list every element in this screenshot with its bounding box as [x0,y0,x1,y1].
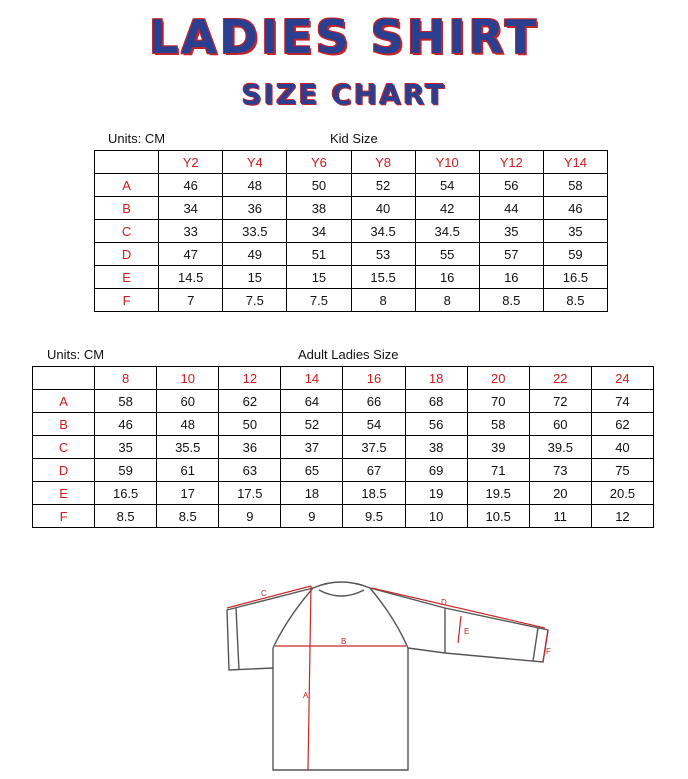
table-cell: 60 [157,390,219,413]
table-row [33,436,654,459]
table-cell: 46 [159,174,223,197]
table-cell: 8.5 [95,505,157,528]
measurement-label: A [33,390,95,413]
size-header: 12 [219,367,281,390]
size-header: 16 [343,367,405,390]
table-cell: 7 [159,289,223,312]
measurement-label: C [95,220,159,243]
table-cell: 59 [543,243,607,266]
table-cell: 19.5 [467,482,529,505]
table-cell: 75 [591,459,653,482]
table-cell: 34.5 [415,220,479,243]
size-header: 20 [467,367,529,390]
table-row [95,266,608,289]
table-cell: 12 [591,505,653,528]
measurement-label: F [33,505,95,528]
measure-b-label: B [341,637,347,646]
table-cell: 15.5 [351,266,415,289]
table-cell: 54 [415,174,479,197]
table-cell: 34 [287,220,351,243]
table-cell: 60 [529,413,591,436]
adult-units-label: Units: CM [47,347,105,362]
measurement-label: E [33,482,95,505]
chart-subtitle: SIZE CHART [241,78,447,111]
table-cell: 19 [405,482,467,505]
table-cell: 71 [467,459,529,482]
table-cell: 59 [95,459,157,482]
table-cell: 16.5 [543,266,607,289]
table-cell: 37.5 [343,436,405,459]
size-header: Y4 [223,151,287,174]
size-header: Y8 [351,151,415,174]
table-cell: 8.5 [157,505,219,528]
table-cell: 56 [479,174,543,197]
table-cell: 17.5 [219,482,281,505]
size-header: Y2 [159,151,223,174]
table-cell: 39 [467,436,529,459]
measurement-label: E [95,266,159,289]
table-cell: 58 [543,174,607,197]
table-cell: 14.5 [159,266,223,289]
adult-size-table [32,366,654,528]
table-row [95,197,608,220]
measure-e-line [458,616,461,643]
measure-d-label: D [441,598,447,607]
table-cell: 48 [223,174,287,197]
size-header: Y12 [479,151,543,174]
table-row [33,459,654,482]
table-row [33,482,654,505]
chart-title: LADIES SHIRT [148,10,540,64]
measure-a-label: A [303,691,309,700]
table-cell: 10 [405,505,467,528]
table-cell: 57 [479,243,543,266]
measurement-label: A [95,174,159,197]
table-row [33,505,654,528]
table-cell: 50 [287,174,351,197]
table-row [95,289,608,312]
table-cell: 9 [219,505,281,528]
kid-units-label: Units: CM [108,131,166,146]
table-cell: 65 [281,459,343,482]
table-cell: 15 [223,266,287,289]
table-cell: 20.5 [591,482,653,505]
table-cell: 17 [157,482,219,505]
table-cell: 40 [351,197,415,220]
measurement-label: B [33,413,95,436]
table-cell: 61 [157,459,219,482]
table-cell: 46 [95,413,157,436]
size-header: 22 [529,367,591,390]
table-cell: 55 [415,243,479,266]
measure-a-line [308,586,311,770]
table-cell: 40 [591,436,653,459]
table-cell: 38 [287,197,351,220]
table-row [33,413,654,436]
table-cell: 16.5 [95,482,157,505]
size-header: Y10 [415,151,479,174]
table-cell: 51 [287,243,351,266]
table-cell: 54 [343,413,405,436]
table-cell: 48 [157,413,219,436]
table-row [95,220,608,243]
size-header: 8 [95,367,157,390]
table-row [95,243,608,266]
table-cell: 34.5 [351,220,415,243]
table-cell: 47 [159,243,223,266]
table-cell: 46 [543,197,607,220]
table-cell: 8.5 [479,289,543,312]
table-cell: 16 [415,266,479,289]
table-cell: 69 [405,459,467,482]
table-cell: 53 [351,243,415,266]
table-cell: 33 [159,220,223,243]
measure-c-line [227,586,311,608]
table-cell: 56 [405,413,467,436]
kid-size-table [94,150,608,312]
kid-table-caption: Kid Size [330,131,378,146]
table-cell: 36 [219,436,281,459]
table-cell: 35 [479,220,543,243]
measurement-label: F [95,289,159,312]
table-cell: 63 [219,459,281,482]
table-cell: 67 [343,459,405,482]
measure-c-label: C [261,589,267,598]
table-cell: 18 [281,482,343,505]
table-cell: 8 [415,289,479,312]
table-cell: 10.5 [467,505,529,528]
table-cell: 52 [281,413,343,436]
shirt-measurement-diagram [215,578,560,776]
measure-d-line [372,588,545,628]
table-cell: 68 [405,390,467,413]
measure-e-label: E [464,627,470,636]
table-cell: 15 [287,266,351,289]
table-cell: 62 [591,413,653,436]
table-cell: 58 [467,413,529,436]
table-cell: 18.5 [343,482,405,505]
size-header: 24 [591,367,653,390]
measurement-label: B [95,197,159,220]
adult-table-caption: Adult Ladies Size [298,347,399,362]
table-cell: 8 [351,289,415,312]
table-cell: 74 [591,390,653,413]
table-cell: 70 [467,390,529,413]
measurement-label: D [95,243,159,266]
table-cell: 52 [351,174,415,197]
table-cell: 37 [281,436,343,459]
measure-f-label: F [546,647,551,656]
table-cell: 9 [281,505,343,528]
measurement-label: C [33,436,95,459]
table-cell: 9.5 [343,505,405,528]
table-cell: 73 [529,459,591,482]
size-header: 14 [281,367,343,390]
measurement-label: D [33,459,95,482]
size-header: Y14 [543,151,607,174]
table-cell: 58 [95,390,157,413]
table-cell: 66 [343,390,405,413]
table-cell: 35 [95,436,157,459]
size-header: Y6 [287,151,351,174]
table-cell: 62 [219,390,281,413]
table-cell: 20 [529,482,591,505]
table-cell: 35 [543,220,607,243]
table-cell: 64 [281,390,343,413]
table-cell: 34 [159,197,223,220]
measure-f-line [543,630,548,662]
table-corner [95,151,159,174]
table-cell: 49 [223,243,287,266]
table-cell: 35.5 [157,436,219,459]
table-cell: 11 [529,505,591,528]
table-cell: 7.5 [223,289,287,312]
table-cell: 39.5 [529,436,591,459]
table-cell: 36 [223,197,287,220]
table-cell: 44 [479,197,543,220]
table-cell: 42 [415,197,479,220]
table-cell: 72 [529,390,591,413]
table-cell: 33.5 [223,220,287,243]
table-corner [33,367,95,390]
table-cell: 50 [219,413,281,436]
table-cell: 16 [479,266,543,289]
shirt-outline [227,582,548,770]
table-cell: 7.5 [287,289,351,312]
size-header: 10 [157,367,219,390]
table-row [95,174,608,197]
measure-lines [227,586,548,770]
table-cell: 38 [405,436,467,459]
table-cell: 8.5 [543,289,607,312]
size-header: 18 [405,367,467,390]
table-row [33,390,654,413]
